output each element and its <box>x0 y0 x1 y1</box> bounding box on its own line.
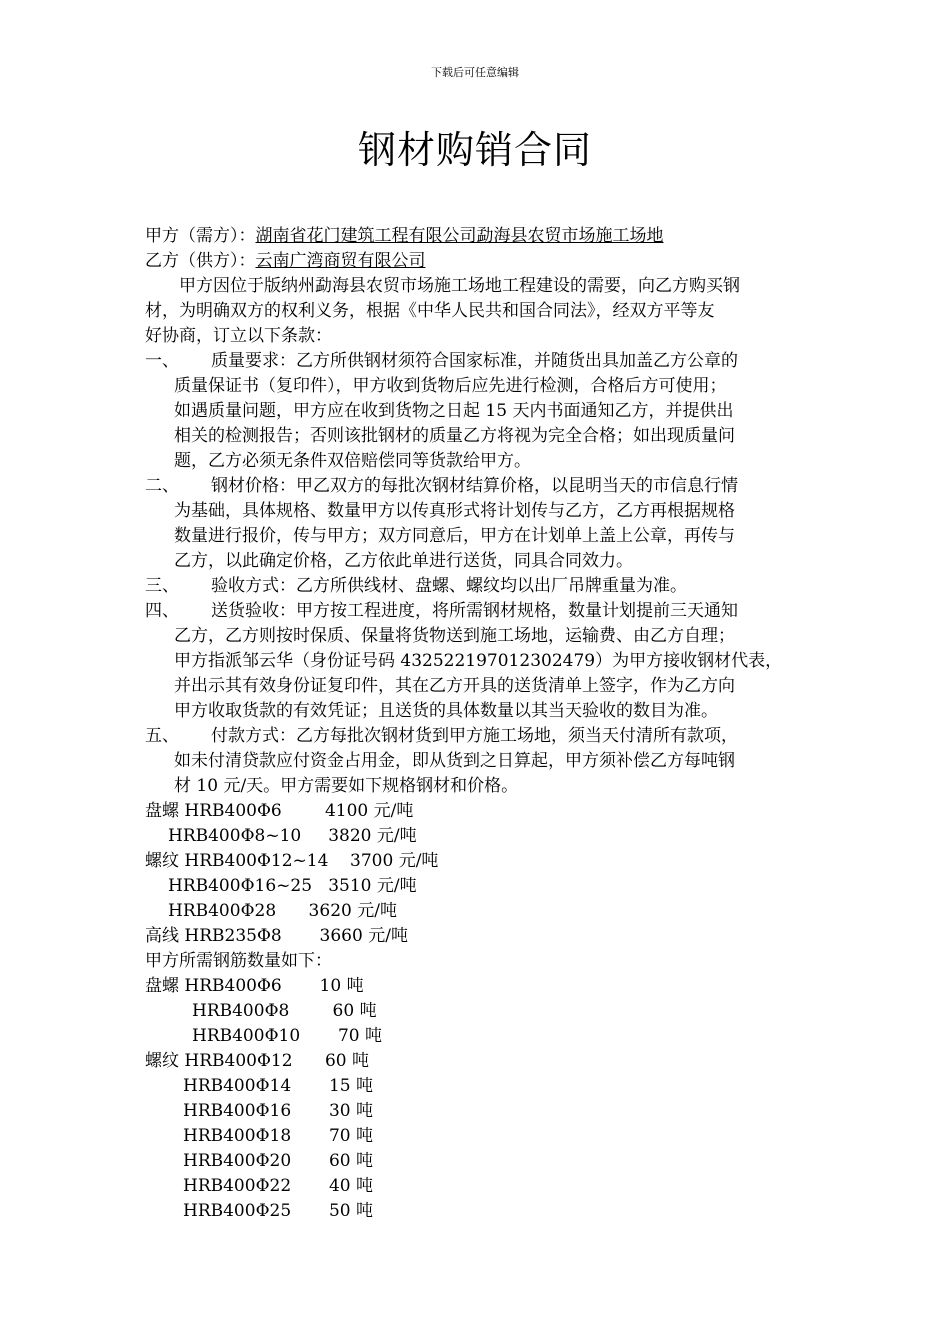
clause-line: 为基础，具体规格、数量甲方以传真形式将计划传与乙方，乙方再根据规格 <box>174 501 735 521</box>
price-list <box>145 799 835 949</box>
document-title: 钢材购销合同 <box>357 128 592 172</box>
party-a-name: 湖南省花门建筑工程有限公司勐海县农贸市场施工场地 <box>255 226 664 246</box>
clause-number: 二、 <box>145 476 179 496</box>
clause-line: 钢材价格：甲乙双方的每批次钢材结算价格，以昆明当天的市信息行情 <box>211 476 738 496</box>
clause-line: 验收方式：乙方所供线材、盘螺、螺纹均以出厂吊牌重量为准。 <box>211 576 687 596</box>
price-row: HRB400Φ8~10 3820 元/吨 <box>168 826 417 846</box>
quantity-row: HRB400Φ25 50 吨 <box>183 1201 373 1221</box>
clause-2 <box>145 474 835 574</box>
quantity-row: HRB400Φ18 70 吨 <box>183 1126 373 1146</box>
quantity-heading: 甲方所需钢筋数量如下： <box>145 951 332 971</box>
intro-line: 好协商，订立以下条款： <box>145 326 332 346</box>
quantity-row: HRB400Φ10 70 吨 <box>192 1026 382 1046</box>
clause-line: 甲方指派邹云华（身份证号码 432522197012302479）为甲方接收钢材代表， <box>174 651 783 671</box>
quantity-row: 盘螺 HRB400Φ6 10 吨 <box>145 976 364 996</box>
party-b-label: 乙方（供方）： <box>145 251 256 271</box>
clause-line: 乙方，乙方则按时保质、保量将货物送到施工场地，运输费、由乙方自理； <box>174 626 735 646</box>
clause-3 <box>145 574 835 599</box>
clause-1 <box>145 349 835 474</box>
clause-line: 材 10 元/天。甲方需要如下规格钢材和价格。 <box>174 776 519 796</box>
quantity-list <box>145 974 835 1224</box>
price-row: 盘螺 HRB400Φ6 4100 元/吨 <box>145 801 414 821</box>
quantity-row: HRB400Φ16 30 吨 <box>183 1101 373 1121</box>
clause-5 <box>145 724 835 799</box>
intro-line: 材，为明确双方的权利义务，根据《中华人民共和国合同法》，经双方平等友 <box>145 301 715 321</box>
price-row: HRB400Φ16~25 3510 元/吨 <box>168 876 417 896</box>
clause-line: 数量进行报价，传与甲方；双方同意后，甲方在计划单上盖上公章，再传与 <box>174 526 735 546</box>
clause-number: 四、 <box>145 601 179 621</box>
clause-line: 如未付清贷款应付资金占用金，即从货到之日算起，甲方须补偿乙方每吨钢 <box>174 751 735 771</box>
clause-line: 送货验收：甲方按工程进度，将所需钢材规格，数量计划提前三天通知 <box>211 601 738 621</box>
quantity-row: HRB400Φ20 60 吨 <box>183 1151 373 1171</box>
quantity-row: 螺纹 HRB400Φ12 60 吨 <box>145 1051 369 1071</box>
clause-line: 质量要求：乙方所供钢材须符合国家标准，并随货出具加盖乙方公章的 <box>211 351 738 371</box>
price-row: 高线 HRB235Φ8 3660 元/吨 <box>145 926 408 946</box>
clause-line: 乙方，以此确定价格，乙方依此单进行送货，同具合同效力。 <box>174 551 633 571</box>
clause-4 <box>145 599 835 724</box>
party-b-line <box>145 249 835 274</box>
intro-line: 甲方因位于版纳州勐海县农贸市场施工场地工程建设的需要，向乙方购买钢 <box>179 276 740 296</box>
party-b-name: 云南广湾商贸有限公司 <box>255 251 426 271</box>
clause-line: 如遇质量问题，甲方应在收到货物之日起 15 天内书面通知乙方，并提供出 <box>174 401 734 421</box>
clause-line: 题，乙方必须无条件双倍赔偿同等货款给甲方。 <box>174 451 531 471</box>
contract-body <box>145 224 835 1224</box>
clause-line: 质量保证书（复印件），甲方收到货物后应先进行检测，合格后方可使用； <box>174 376 727 396</box>
clause-number: 一、 <box>145 351 179 371</box>
clause-number: 三、 <box>145 576 179 596</box>
quantity-row: HRB400Φ22 40 吨 <box>183 1176 373 1196</box>
quantity-row: HRB400Φ14 15 吨 <box>183 1076 373 1096</box>
quantity-row: HRB400Φ8 60 吨 <box>192 1001 377 1021</box>
clause-line: 相关的检测报告；否则该批钢材的质量乙方将视为完全合格；如出现质量问 <box>174 426 735 446</box>
clause-line: 甲方收取货款的有效凭证；且送货的具体数量以其当天验收的数目为准。 <box>174 701 718 721</box>
party-a-line <box>145 224 835 249</box>
clause-number: 五、 <box>145 726 179 746</box>
header-note: 下载后可任意编辑 <box>431 66 519 79</box>
clause-line: 付款方式：乙方每批次钢材货到甲方施工场地，须当天付清所有款项， <box>211 726 738 746</box>
intro-paragraph <box>145 274 835 349</box>
party-a-label: 甲方（需方）： <box>145 226 256 246</box>
price-row: HRB400Φ28 3620 元/吨 <box>168 901 397 921</box>
price-row: 螺纹 HRB400Φ12~14 3700 元/吨 <box>145 851 439 871</box>
clause-line: 并出示其有效身份证复印件，其在乙方开具的送货清单上签字，作为乙方向 <box>174 676 735 696</box>
